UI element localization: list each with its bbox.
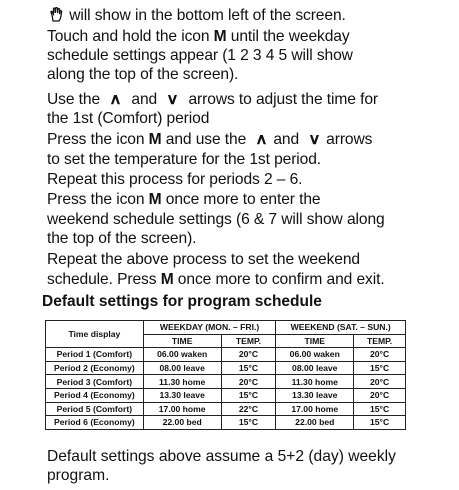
instruction-line-3: schedule settings appear (1 2 3 4 5 will show: [47, 47, 353, 64]
instruction-text: arrows: [326, 131, 373, 148]
down-arrow-icon: ∨: [308, 131, 321, 148]
instruction-line-4: along the top of the screen).: [47, 66, 239, 83]
table-row: [46, 375, 406, 389]
weekend-time-cell: 17.00 home: [276, 402, 354, 416]
instruction-text: Press the icon: [47, 131, 149, 148]
instruction-line-7: [47, 130, 372, 149]
up-arrow-icon: ∧: [255, 131, 269, 148]
instruction-text: once more to enter the: [161, 191, 321, 208]
weekend-header: WEEKEND (SAT. – SUN.): [276, 321, 406, 335]
footer-line-1: Default settings above assume a 5+2 (day) weekly: [47, 448, 396, 465]
weekday-time-cell: 13.30 leave: [143, 388, 221, 402]
weekend-temp-cell: 15°C: [354, 402, 406, 416]
weekday-temp-cell: 22°C: [221, 402, 276, 416]
footer-line-2: program.: [47, 467, 110, 484]
instruction-line-11: weekend schedule settings (6 & 7 will show along: [47, 211, 385, 228]
weekday-time-cell: 11.30 home: [143, 375, 221, 389]
weekend-time-header: TIME: [276, 334, 354, 348]
weekday-time-cell: 22.00 bed: [143, 416, 221, 430]
weekend-temp-cell: 20°C: [354, 375, 406, 389]
period-cell: Period 5 (Comfort): [46, 402, 144, 416]
weekend-time-cell: 13.30 leave: [276, 388, 354, 402]
period-cell: Period 4 (Economy): [46, 388, 144, 402]
instruction-line-9: Repeat this process for periods 2 – 6.: [47, 171, 303, 188]
weekday-temp-cell: 20°C: [221, 348, 276, 362]
schedule-table: [45, 320, 406, 430]
instruction-text: arrows to adjust the time for: [184, 91, 378, 108]
weekday-time-header: TIME: [143, 334, 221, 348]
weekday-time-cell: 17.00 home: [143, 402, 221, 416]
down-arrow-icon: ∨: [166, 91, 180, 108]
instruction-text: until the weekday: [226, 28, 350, 45]
weekday-temp-cell: 15°C: [221, 416, 276, 430]
instruction-text: Press the icon: [47, 191, 149, 208]
weekday-temp-cell: 20°C: [221, 375, 276, 389]
weekday-temp-cell: 15°C: [221, 388, 276, 402]
instruction-text: and: [127, 91, 162, 108]
weekday-temp-cell: 15°C: [221, 361, 276, 375]
table-row: [46, 361, 406, 375]
weekday-header: WEEKDAY (MON. – FRI.): [143, 321, 276, 335]
weekend-time-cell: 22.00 bed: [276, 416, 354, 430]
instruction-text: once more to confirm and exit.: [173, 271, 385, 288]
weekday-time-cell: 06.00 waken: [143, 348, 221, 362]
instruction-line-6: the 1st (Comfort) period: [47, 110, 210, 127]
instruction-text: and: [273, 131, 304, 148]
period-cell: Period 3 (Comfort): [46, 375, 144, 389]
section-heading: Default settings for program schedule: [42, 293, 322, 310]
instruction-line-10: [47, 190, 320, 209]
instruction-text: will show in the bottom left of the screen.: [65, 7, 346, 24]
up-arrow-icon: ∧: [109, 91, 122, 108]
weekend-temp-cell: 15°C: [354, 416, 406, 430]
instruction-line-2: [47, 27, 350, 46]
m-icon: M: [148, 191, 162, 208]
instruction-text: Touch and hold the icon: [47, 28, 214, 45]
period-cell: Period 1 (Comfort): [46, 348, 144, 362]
instruction-line-13: Repeat the above process to set the weekend: [47, 251, 360, 268]
weekday-time-cell: 08.00 leave: [143, 361, 221, 375]
instruction-line-14: [47, 270, 385, 289]
weekend-temp-cell: 15°C: [354, 361, 406, 375]
time-display-header: Time display: [46, 321, 144, 348]
weekend-temp-cell: 20°C: [354, 348, 406, 362]
table-row: [46, 348, 406, 362]
instruction-line-1: [50, 6, 346, 27]
period-cell: Period 6 (Economy): [46, 416, 144, 430]
weekend-time-cell: 11.30 home: [276, 375, 354, 389]
weekend-temp-cell: 20°C: [354, 388, 406, 402]
instruction-text: Use the: [47, 91, 105, 108]
table-row: [46, 388, 406, 402]
m-icon: M: [213, 28, 227, 45]
instruction-line-12: the top of the screen).: [47, 230, 197, 247]
weekend-time-cell: 08.00 leave: [276, 361, 354, 375]
instruction-line-8: to set the temperature for the 1st period.: [47, 151, 322, 168]
hand-icon: [50, 7, 63, 27]
weekend-time-cell: 06.00 waken: [276, 348, 354, 362]
period-cell: Period 2 (Economy): [46, 361, 144, 375]
instruction-text: and use the: [161, 131, 251, 148]
weekday-temp-header: TEMP.: [221, 334, 276, 348]
instruction-text: schedule. Press: [47, 271, 161, 288]
table-row: [46, 416, 406, 430]
instruction-line-5: [47, 90, 378, 109]
table-row: [46, 402, 406, 416]
m-icon: M: [148, 131, 162, 148]
m-icon: M: [160, 271, 174, 288]
weekend-temp-header: TEMP.: [354, 334, 406, 348]
